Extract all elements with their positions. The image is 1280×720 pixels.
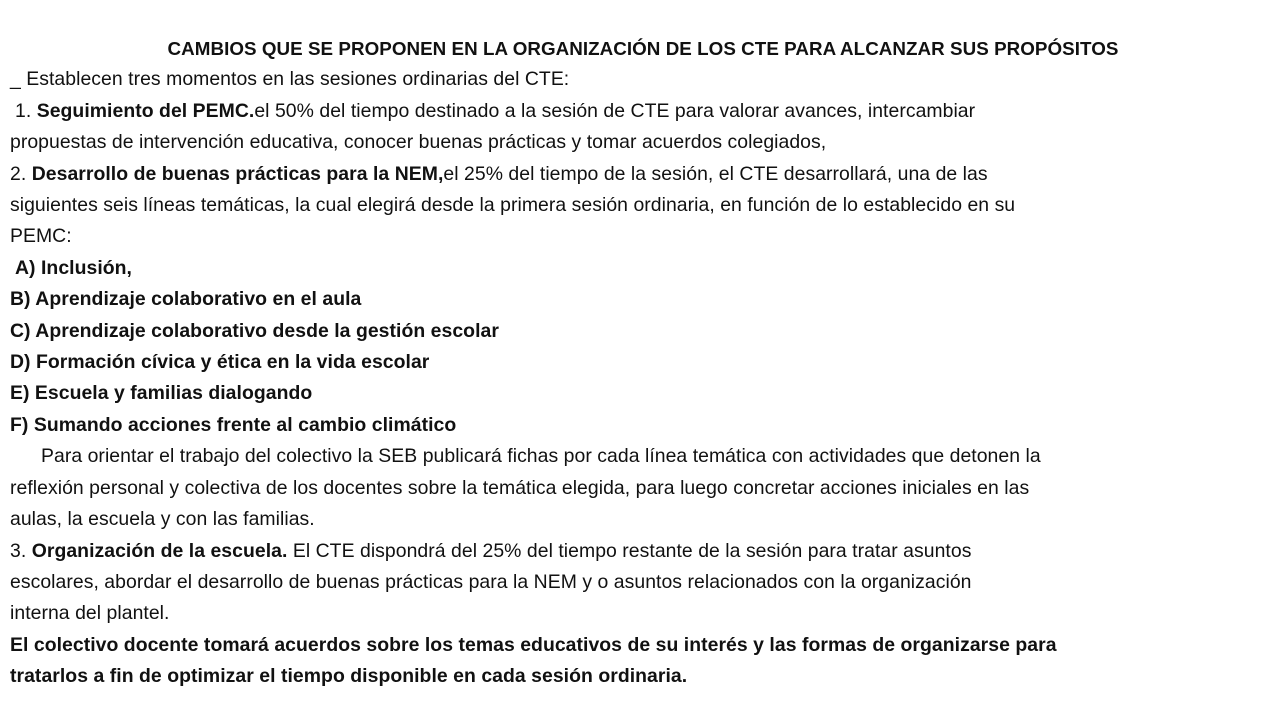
option-d: D) Formación cívica y ética en la vida escolar [10,351,430,374]
intro-text: _ Establecen tres momentos en las sesiones ordinarias del CTE: [10,68,570,91]
item-2-line-2: siguientes seis líneas temáticas, la cual elegirá desde la primera sesión ordinaria, en función de lo establecido en su [10,194,1016,217]
item-2-text-1: el 25% del tiempo de la sesión, el CTE desarrollará, una de las [443,162,988,185]
item-1-line-1 [10,96,1276,127]
orientation-line-2: reflexión personal y colectiva de los docentes sobre la temática elegida, para luego concretar acciones iniciales en las [10,476,1030,499]
item-3-line-1 [10,536,1276,567]
orientation-line-3: aulas, la escuela y con las familias. [10,508,315,531]
item-1-text-1: el 50% del tiempo destinado a la sesión de CTE para valorar avances, intercambiar [254,99,976,122]
item-1-heading: Seguimiento del PEMC. [36,99,255,122]
option-a: A) Inclusión, [15,256,132,279]
item-2-line-1 [10,159,1276,190]
item-2-heading: Desarrollo de buenas prácticas para la NEM, [31,162,444,185]
slide-title: CAMBIOS QUE SE PROPONEN EN LA ORGANIZACIÓN DE LOS CTE PARA ALCANZAR SUS PROPÓSITOS [167,38,1119,59]
option-b: B) Aprendizaje colaborativo en el aula [10,288,362,311]
item-3-number: 3. [10,539,32,562]
conclusion-line-2: tratarlos a fin de optimizar el tiempo disponible en cada sesión ordinaria. [10,665,688,688]
item-1-line-2: propuestas de intervención educativa, conocer buenas prácticas y tomar acuerdos colegiados, [10,131,827,154]
option-c: C) Aprendizaje colaborativo desde la gestión escolar [10,319,499,342]
conclusion-line-1: El colectivo docente tomará acuerdos sobre los temas educativos de su interés y las formas de organizarse para [10,633,1057,656]
option-f: F) Sumando acciones frente al cambio climático [10,413,457,436]
item-2-line-3: PEMC: [10,225,72,248]
item-3-text-1: El CTE dispondrá del 25% del tiempo restante de la sesión para tratar asuntos [287,539,972,562]
item-1-number: 1. [15,99,37,122]
slide-content [10,33,1276,693]
option-e: E) Escuela y familias dialogando [10,382,313,405]
item-3-line-3: interna del plantel. [10,602,170,625]
item-3-line-2: escolares, abordar el desarrollo de buenas prácticas para la NEM y o asuntos relacionados con la organización [10,570,972,593]
item-2-number: 2. [10,162,32,185]
item-3-heading: Organización de la escuela. [31,539,288,562]
orientation-line-1: Para orientar el trabajo del colectivo la SEB publicará fichas por cada línea temática con actividades que detonen la [41,445,1041,468]
